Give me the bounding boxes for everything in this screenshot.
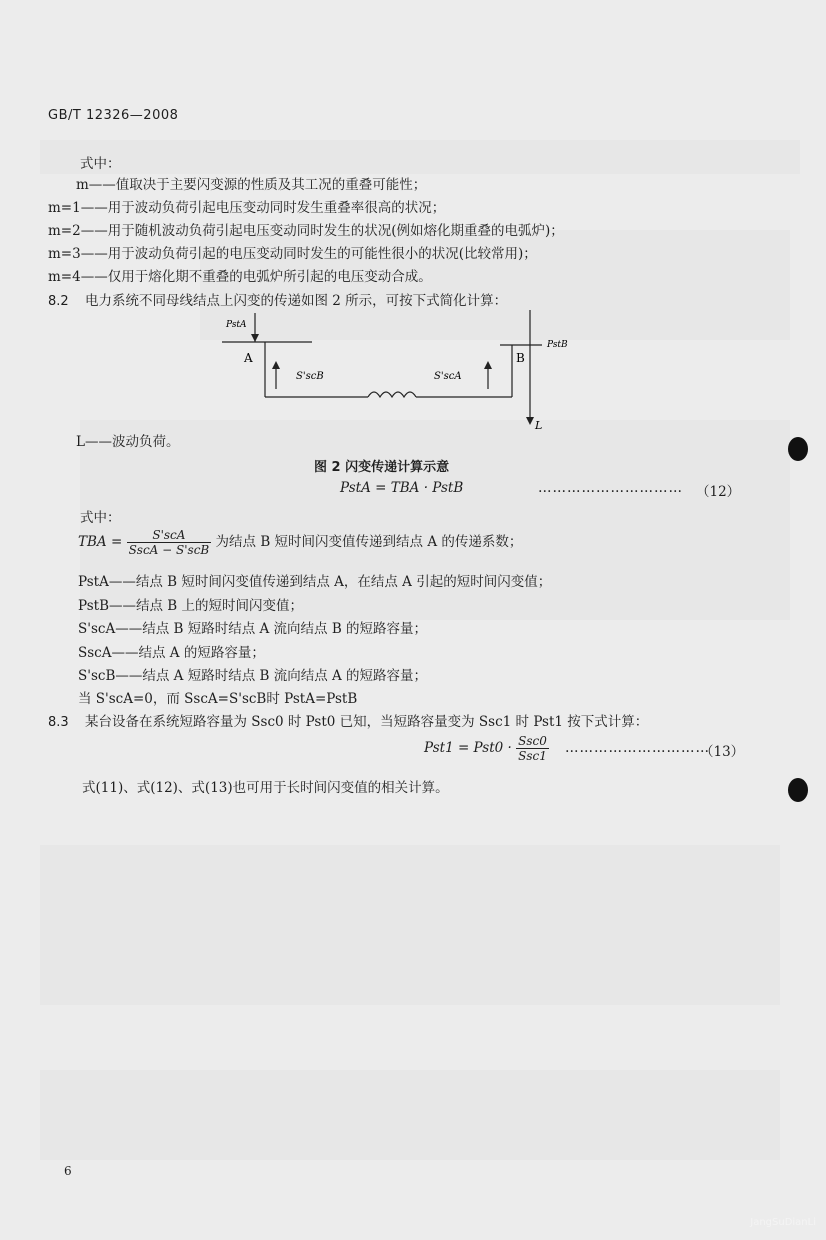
figure-note: L——波动负荷。 bbox=[76, 434, 180, 450]
label-s-scb: S'scB bbox=[296, 371, 324, 382]
section-number: 8.2 bbox=[48, 294, 69, 309]
eq12-dots: ………………………… bbox=[538, 480, 683, 496]
flicker-transfer-diagram bbox=[200, 305, 568, 435]
def-line-4: S'scB——结点 A 短路时结点 B 流向结点 A 的短路容量； bbox=[78, 668, 428, 684]
section-text-8-3: 某台设备在系统短路容量为 Ssc0 时 Pst0 已知，当短路容量变为 Ssc1 时 Pst1 按下式计算： bbox=[84, 714, 649, 730]
label-node-b: B bbox=[516, 351, 525, 365]
tba-denominator: SscA − S'scB bbox=[128, 543, 210, 557]
tba-text: 为结点 B 短时间闪变值传递到结点 A 的传递系数； bbox=[215, 534, 523, 550]
tba-fraction bbox=[127, 528, 212, 557]
label-pst-b: PstB bbox=[547, 340, 568, 350]
eq12-formula bbox=[340, 480, 463, 496]
sca-arrow-head bbox=[484, 361, 492, 369]
m-line-2: m=2——用于随机波动负荷引起电压变动同时发生的状况(例如熔化期重叠的电弧炉)； bbox=[48, 223, 564, 239]
punch-hole-lower bbox=[788, 778, 808, 802]
where-label-2: 式中： bbox=[80, 510, 121, 526]
def-line-5: 当 S'scA=0，而 SscA=S'scB时 PstA=PstB bbox=[78, 691, 358, 707]
def-line-2: S'scA——结点 B 短路时结点 A 流向结点 B 的短路容量； bbox=[78, 621, 428, 637]
standard-id: GB/T 12326—2008 bbox=[48, 108, 179, 123]
pst-a-arrow-head bbox=[251, 334, 259, 342]
m-line-1: m=1——用于波动负荷引起电压变动同时发生重叠率很高的状况； bbox=[48, 200, 446, 216]
page-number: 6 bbox=[64, 1164, 72, 1178]
def-line-3: SscA——结点 A 的短路容量； bbox=[78, 645, 265, 661]
eq13-denominator: Ssc1 bbox=[518, 749, 547, 763]
m-line-4: m=4——仅用于熔化期不重叠的电弧炉所引起的电压变动合成。 bbox=[48, 269, 432, 285]
m-line-3: m=3——用于波动负荷引起的电压变动同时发生的可能性很小的状况(比较常用)； bbox=[48, 246, 537, 262]
label-s-sca: S'scA bbox=[434, 371, 462, 382]
eq12-rhs: = TBA · PstB bbox=[375, 480, 464, 496]
def-line-1: PstB——结点 B 上的短时间闪变值； bbox=[78, 598, 303, 614]
section-text: 电力系统不同母线结点上闪变的传递如图 2 所示，可按下式简化计算： bbox=[84, 293, 508, 309]
label-node-a: A bbox=[244, 351, 253, 365]
eq13-number: （13） bbox=[700, 744, 745, 760]
figure-caption: 图 2 闪变传递计算示意 bbox=[314, 460, 450, 475]
load-arrow-head bbox=[526, 417, 534, 425]
closing-sentence: 式(11)、式(12)、式(13)也可用于长时间闪变值的相关计算。 bbox=[82, 780, 449, 796]
scb-arrow-head bbox=[272, 361, 280, 369]
eq12-lhs: PstA bbox=[340, 480, 371, 496]
punch-hole-upper bbox=[788, 437, 808, 461]
label-pst-a: PstA bbox=[226, 320, 247, 330]
m-line-0: m——值取决于主要闪变源的性质及其工况的重叠可能性； bbox=[76, 177, 427, 193]
section-number-8-3: 8.3 bbox=[48, 715, 69, 730]
watermark: JangSuDianLi bbox=[750, 1217, 816, 1228]
eq13-fraction bbox=[516, 734, 549, 763]
eq13-dots: ………………………… bbox=[565, 740, 710, 756]
eq13-formula bbox=[424, 734, 549, 763]
def-line-0: PstA——结点 B 短时间闪变值传递到结点 A，在结点 A 引起的短时间闪变值； bbox=[78, 574, 552, 590]
where-label: 式中： bbox=[80, 156, 121, 172]
eq13-lhs: Pst1 = Pst0 · bbox=[424, 740, 512, 756]
tba-numerator: S'scA bbox=[127, 528, 212, 543]
eq13-numerator: Ssc0 bbox=[518, 734, 547, 748]
label-load: L bbox=[535, 419, 543, 432]
eq12-number: （12） bbox=[696, 484, 741, 500]
tba-definition bbox=[78, 528, 522, 557]
inductor-coil bbox=[368, 392, 416, 397]
section-8-3 bbox=[48, 710, 648, 730]
tba-lhs: TBA = bbox=[78, 534, 123, 550]
